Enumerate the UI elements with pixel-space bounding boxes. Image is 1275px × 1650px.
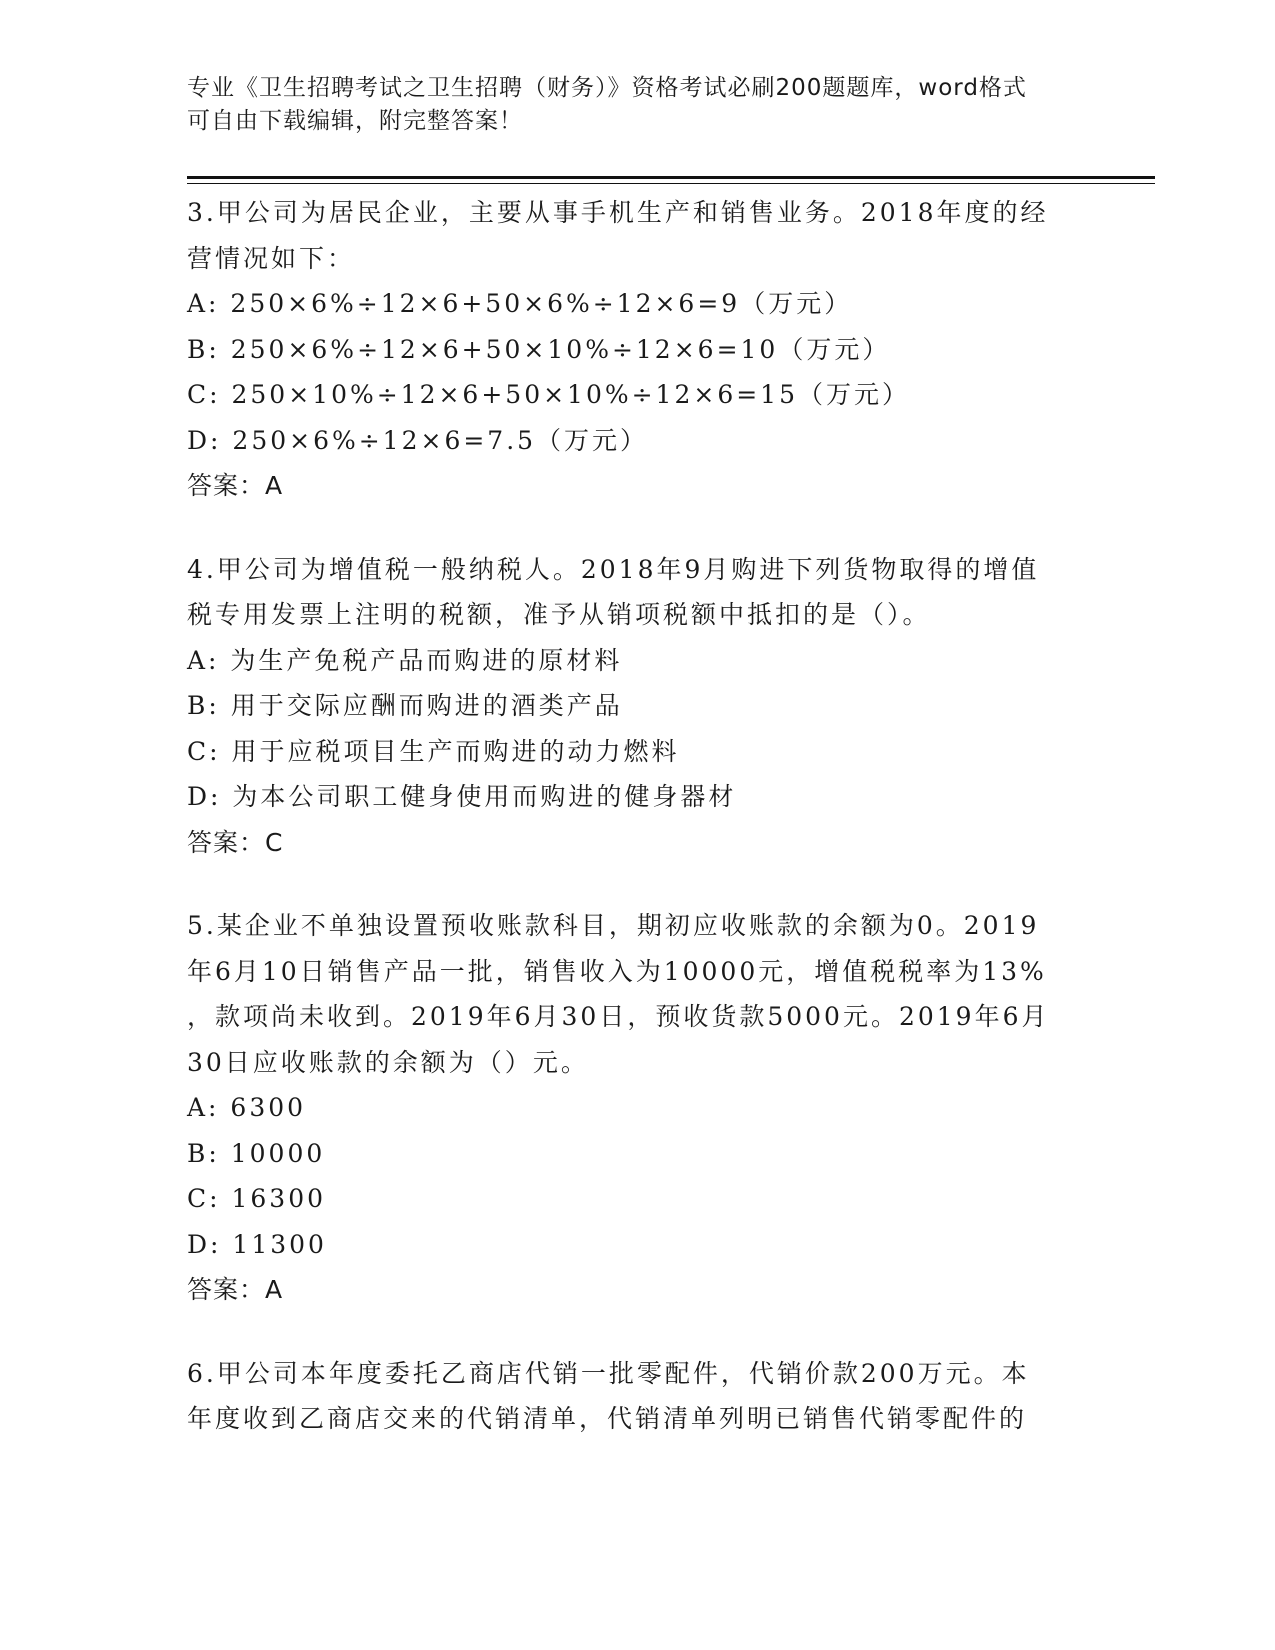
header-divider-thin	[187, 183, 1155, 184]
option-d: D: 250×6%÷12×6=7.5（万元）	[187, 425, 649, 455]
option-d: D: 11300	[187, 1229, 327, 1259]
question-list	[187, 190, 1077, 1480]
question-stem-line: 6.甲公司本年度委托乙商店代销一批零配件，代销价款200万元。本	[187, 1358, 1030, 1388]
option-b: B: 250×6%÷12×6+50×10%÷12×6=10（万元）	[187, 334, 891, 364]
option-c: C: 16300	[187, 1184, 327, 1213]
option-c: C: 用于应税项目生产而购进的动力燃料	[187, 736, 680, 766]
question-3	[187, 190, 1077, 509]
question-stem-line: 30日应收账款的余额为（）元。	[187, 1047, 589, 1077]
question-stem-line: 税专用发票上注明的税额，准予从销项税额中抵扣的是（）。	[187, 600, 931, 629]
question-stem-line: 年6月10日销售产品一批，销售收入为10000元，增值税税率为13%	[187, 956, 1047, 986]
question-4	[187, 547, 1077, 866]
answer-line: 答案：A	[187, 1275, 284, 1304]
option-b: B: 用于交际应酬而购进的酒类产品	[187, 691, 623, 720]
document-header	[187, 72, 1067, 138]
option-a: A: 6300	[187, 1093, 307, 1122]
question-stem-line: ，款项尚未收到。2019年6月30日，预收货款5000元。2019年6月	[187, 1002, 1050, 1031]
header-divider-thick	[187, 176, 1155, 179]
answer-line: 答案：C	[187, 827, 284, 857]
option-d: D: 为本公司职工健身使用而购进的健身器材	[187, 782, 737, 811]
option-a: A: 250×6%÷12×6+50×6%÷12×6=9（万元）	[187, 289, 853, 318]
question-stem-line: 年度收到乙商店交来的代销清单，代销清单列明已销售代销零配件的	[187, 1404, 1028, 1433]
header-line-1: 专业《卫生招聘考试之卫生招聘（财务）》资格考试必刷200题题库，word格式	[187, 75, 1027, 101]
option-b: B: 10000	[187, 1138, 326, 1168]
answer-line: 答案：A	[187, 471, 284, 500]
question-6	[187, 1351, 1077, 1442]
question-stem-line: 3.甲公司为居民企业，主要从事手机生产和销售业务。2018年度的经	[187, 198, 1049, 227]
question-5	[187, 903, 1077, 1313]
question-stem-line: 营情况如下：	[187, 243, 356, 273]
question-stem-line: 4.甲公司为增值税一般纳税人。2018年9月购进下列货物取得的增值	[187, 554, 1040, 584]
option-c: C: 250×10%÷12×6+50×10%÷12×6=15（万元）	[187, 380, 910, 409]
question-stem-line: 5.某企业不单独设置预收账款科目，期初应收账款的余额为0。2019	[187, 911, 1040, 940]
option-a: A: 为生产免税产品而购进的原材料	[187, 645, 623, 675]
header-line-2: 可自由下载编辑，附完整答案！	[187, 108, 523, 134]
